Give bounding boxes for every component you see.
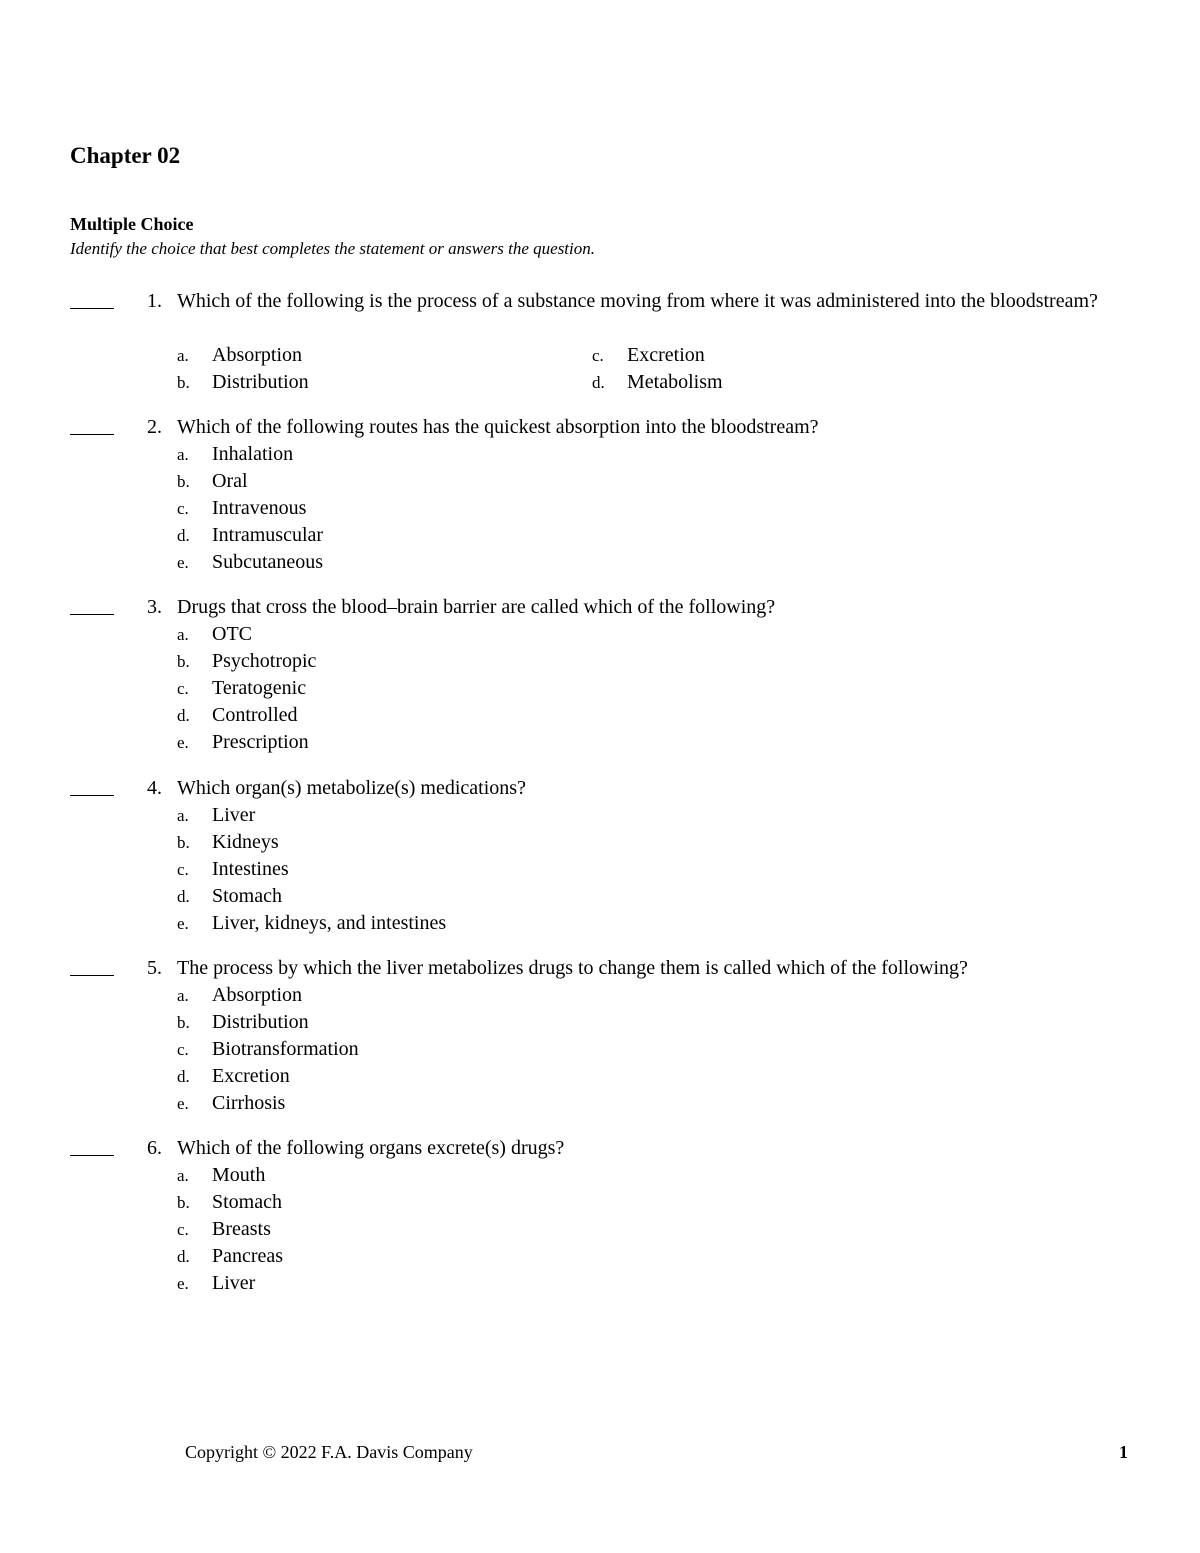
option-letter: b. xyxy=(177,373,190,392)
option-text: Mouth xyxy=(212,1164,266,1186)
option-text: Absorption xyxy=(212,984,302,1006)
option-letter: e. xyxy=(177,1274,189,1293)
option-letter: c. xyxy=(177,860,189,879)
option-letter: e. xyxy=(177,1094,189,1113)
option-text: Intestines xyxy=(212,858,289,880)
option-text: Distribution xyxy=(212,1011,309,1033)
option-letter: d. xyxy=(177,526,190,545)
option-letter: c. xyxy=(592,346,604,365)
option-text: Liver xyxy=(212,1272,256,1294)
option-text: Excretion xyxy=(627,344,705,366)
question-text: Which of the following is the process of a substance moving from where it was administered into the bloodstream? xyxy=(177,290,1098,312)
option-text: Cirrhosis xyxy=(212,1092,286,1114)
option-text: Distribution xyxy=(212,371,309,393)
option-text: Metabolism xyxy=(627,371,723,393)
question-number: 5. xyxy=(147,957,162,979)
option-text: Psychotropic xyxy=(212,650,317,672)
option-letter: a. xyxy=(177,346,189,365)
option-letter: d. xyxy=(177,1247,190,1266)
option-letter: a. xyxy=(177,445,189,464)
option-text: Teratogenic xyxy=(212,677,307,699)
option-letter: c. xyxy=(177,1040,189,1059)
answer-blank[interactable] xyxy=(70,1138,114,1156)
footer-page-number: 1 xyxy=(1119,1442,1128,1462)
option-letter: e. xyxy=(177,553,189,572)
option-text: Intramuscular xyxy=(212,524,324,546)
option-text: Biotransformation xyxy=(212,1038,359,1060)
section-heading: Multiple Choice xyxy=(70,214,194,234)
question-number: 3. xyxy=(147,596,162,618)
option-text: Liver, kidneys, and intestines xyxy=(212,912,447,934)
option-letter: a. xyxy=(177,986,189,1005)
option-letter: b. xyxy=(177,652,190,671)
option-letter: c. xyxy=(177,499,189,518)
option-letter: c. xyxy=(177,679,189,698)
option-letter: b. xyxy=(177,1013,190,1032)
footer-copyright: Copyright © 2022 F.A. Davis Company xyxy=(185,1442,473,1462)
question-text: Which of the following organs excrete(s) drugs? xyxy=(177,1137,565,1159)
option-text: OTC xyxy=(212,623,252,645)
option-letter: a. xyxy=(177,625,189,644)
question-number: 2. xyxy=(147,416,162,438)
option-text: Absorption xyxy=(212,344,302,366)
option-text: Stomach xyxy=(212,1191,282,1213)
option-letter: d. xyxy=(177,1067,190,1086)
answer-blank[interactable] xyxy=(70,958,114,976)
section-instructions: Identify the choice that best completes the statement or answers the question. xyxy=(70,239,595,258)
question-number: 4. xyxy=(147,777,162,799)
option-text: Controlled xyxy=(212,704,298,726)
option-letter: c. xyxy=(177,1220,189,1239)
option-text: Breasts xyxy=(212,1218,271,1240)
option-text: Stomach xyxy=(212,885,282,907)
chapter-title: Chapter 02 xyxy=(70,143,181,168)
option-text: Pancreas xyxy=(212,1245,284,1267)
answer-blank[interactable] xyxy=(70,597,114,615)
question-text: Drugs that cross the blood–brain barrier are called which of the following? xyxy=(177,596,776,618)
option-letter: d. xyxy=(592,373,605,392)
option-letter: b. xyxy=(177,1193,190,1212)
option-text: Intravenous xyxy=(212,497,307,519)
option-letter: b. xyxy=(177,472,190,491)
option-text: Kidneys xyxy=(212,831,279,853)
option-letter: a. xyxy=(177,806,189,825)
option-text: Prescription xyxy=(212,731,309,753)
option-letter: d. xyxy=(177,887,190,906)
option-letter: a. xyxy=(177,1166,189,1185)
answer-blank[interactable] xyxy=(70,291,114,309)
question-number: 6. xyxy=(147,1137,162,1159)
question-text: Which of the following routes has the quickest absorption into the bloodstream? xyxy=(177,416,819,438)
option-text: Liver xyxy=(212,804,256,826)
option-text: Subcutaneous xyxy=(212,551,324,573)
option-text: Inhalation xyxy=(212,443,294,465)
option-text: Excretion xyxy=(212,1065,290,1087)
answer-blank[interactable] xyxy=(70,778,114,796)
question-text: The process by which the liver metabolizes drugs to change them is called which of the following? xyxy=(177,957,968,979)
answer-blank[interactable] xyxy=(70,417,114,435)
option-letter: d. xyxy=(177,706,190,725)
option-letter: e. xyxy=(177,733,189,752)
option-text: Oral xyxy=(212,470,248,492)
question-text: Which organ(s) metabolize(s) medications? xyxy=(177,777,526,799)
option-letter: b. xyxy=(177,833,190,852)
option-letter: e. xyxy=(177,914,189,933)
question-number: 1. xyxy=(147,290,162,312)
